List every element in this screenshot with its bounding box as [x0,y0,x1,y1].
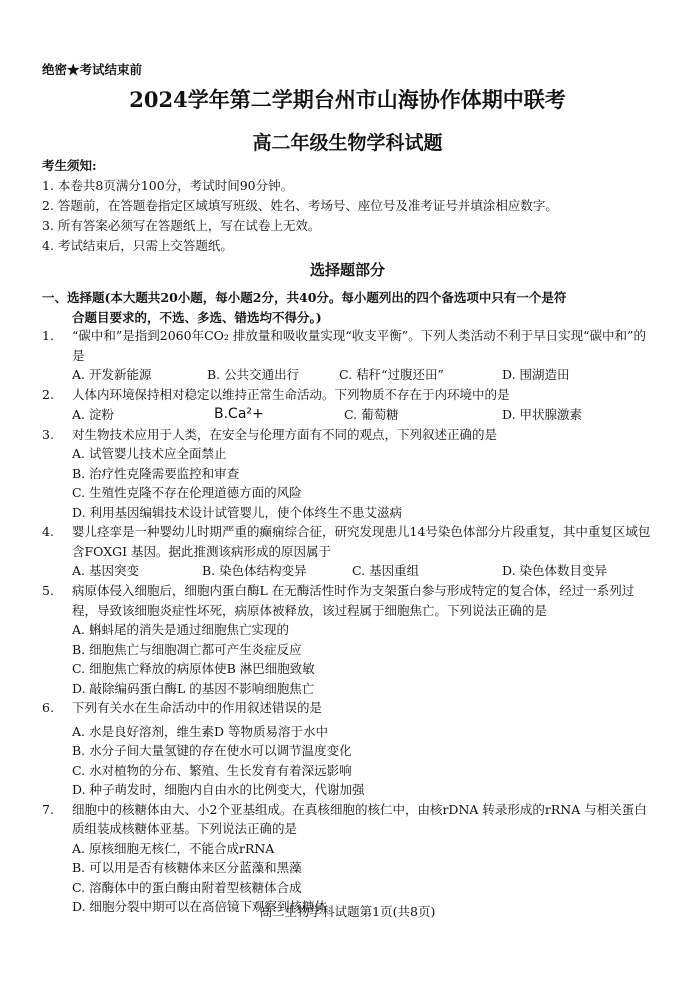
option-b: B. 水分子间大量氢键的存在使水可以调节温度变化 [72,743,352,758]
note-item: 2. 答题前，在答题卷指定区域填写班级、姓名、考场号、座位号及准考证号并填涂相应数字。 [42,198,558,213]
exam-title: 2024学年第二学期台州市山海协作体期中联考 [129,87,566,112]
option-a: A. 淀粉 [72,406,114,422]
question-stem: 细胞中的核糖体由大、小2个亚基组成。在真核细胞的核仁中，由核rDNA 转录形成的rRNA 与相关蛋白质组装成核糖体亚基。下列说法正确的是 [72,801,647,836]
note-item: 1. 本卷共8页满分100分，考试时间90分钟。 [42,178,294,193]
question-list [42,326,658,917]
option-b: B. 公共交通出行 [207,367,300,382]
option-a: A. 试管婴儿技术应全面禁止 [72,446,227,461]
option-a: A. 水是良好溶剂，维生素D 等物质易溶于水中 [72,723,328,739]
option-a: A. 开发新能源 [72,367,152,382]
question-number: 4. [42,524,54,539]
option-d: D. 敲除编码蛋白酶L 的基因不影响细胞焦亡 [72,680,315,696]
question-3 [42,425,658,523]
section-title: 选择题部分 [309,261,385,279]
notes-heading: 考生须知: [42,158,97,173]
question-stem: “碳中和”是指到2060年CO₂ 排放量和吸收量实现“收支平衡”。下列人类活动不利于早日实现“碳中和”的是 [72,328,646,363]
option-b: B. 可以用是否有核糖体来区分蓝藻和黑藻 [72,860,302,875]
question-stem: 婴儿痉挛是一种婴幼儿时期严重的癫痫综合征，研究发现患儿14号染色体部分片段重复，其中重复区域包含FOXGI 基因。据此推测该病形成的原因属于 [72,524,651,559]
option-d: D. 染色体数目变异 [502,563,608,578]
option-d: D. 细胞分裂中期可以在高倍镜下观察到核糖体 [72,899,328,914]
question-number: 2. [42,387,54,402]
options-row [42,561,658,581]
option-b: B. 细胞焦亡与细胞凋亡都可产生炎症反应 [72,641,302,657]
options-row [42,405,658,425]
note-item: 4. 考试结束后，只需上交答题纸。 [42,238,233,253]
question-stem: 下列有关水在生命活动中的作用叙述错误的是 [72,700,323,715]
question-number: 3. [42,426,54,442]
question-4 [42,522,658,581]
option-a: A. 原核细胞无核仁，不能合成rRNA [72,840,275,856]
option-c: C. 葡萄糖 [344,406,399,422]
exam-subtitle: 高二年级生物学科试题 [252,132,443,154]
question-stem: 病原体侵入细胞后，细胞内蛋白酶L 在无酶活性时作为支架蛋白参与形成特定的复合体，经过一系列过程，导致该细胞炎症性坏死，病原体被释放，该过程属于细胞焦亡。下列说法正确的是 [72,583,635,618]
option-c: C. 水对植物的分布、繁殖、生长发育有着深远影响 [72,762,352,778]
option-d: D. 利用基因编辑技术设计试管婴儿，使个体终生不患艾滋病 [72,504,403,520]
confidential-label: 绝密★考试结束前 [42,62,143,77]
option-d: D. 种子萌发时，细胞内自由水的比例变大，代谢加强 [72,782,365,797]
question-7 [42,800,658,917]
question-stem: 对生物技术应用于人类，在安全与伦理方面有不同的观点，下列叙述正确的是 [72,426,498,442]
part-instructions-line1: 一、选择题(本大题共20小题，每小题2分，共40分。每小题列出的四个备选项中只有一个是符 [42,290,567,305]
option-b: B.Ca²+ [214,405,264,422]
option-c: C. 基因重组 [352,563,420,578]
option-c: C. 生殖性克隆不存在伦理道德方面的风险 [72,485,302,500]
options-row [42,365,658,385]
question-5 [42,581,658,698]
question-1 [42,326,658,385]
option-b: B. 染色体结构变异 [202,563,307,578]
question-number: 7. [42,801,54,817]
question-number: 6. [42,700,54,715]
option-b: B. 治疗性克隆需要监控和审查 [72,465,240,481]
option-c: C. 溶酶体中的蛋白酶由附着型核糖体合成 [72,879,302,895]
option-a: A. 基因突变 [72,563,139,578]
option-d: D. 围湖造田 [502,367,570,382]
part-instructions [42,288,566,327]
question-number: 1. [42,328,54,343]
question-6 [42,698,658,800]
option-c: C. 细胞焦亡释放的病原体使B 淋巴细胞致敏 [72,661,315,676]
page-footer: 高二生物学科试题第1页(共8页) [259,904,436,919]
note-item: 3. 所有答案必须写在答题纸上，写在试卷上无效。 [42,218,321,233]
question-number: 5. [42,583,54,598]
part-instructions-line2: 合题目要求的，不选、多选、错选均不得分。) [72,309,322,325]
notes-list [42,176,558,256]
option-a: A. 蝌蚪尾的消失是通过细胞焦亡实现的 [72,622,289,637]
question-stem: 人体内环境保持相对稳定以维持正常生命活动。下列物质不存在于内环境中的是 [72,387,510,402]
option-d: D. 甲状腺激素 [502,406,583,422]
question-2 [42,385,658,425]
option-c: C. 秸秆“过腹还田” [339,367,444,382]
